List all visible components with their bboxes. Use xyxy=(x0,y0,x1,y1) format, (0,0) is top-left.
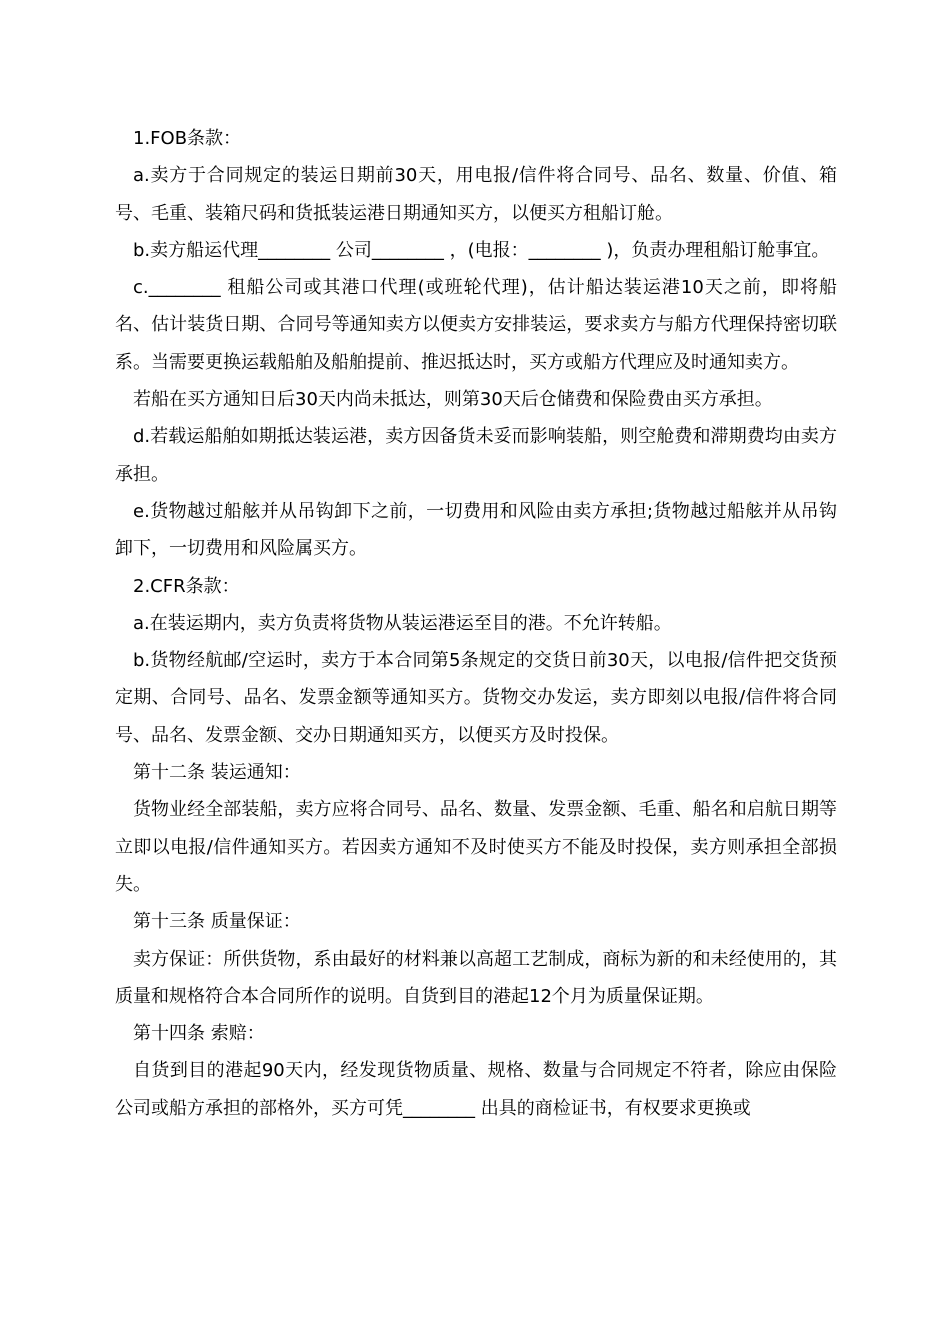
cfr-item-a: a.在装运期内，卖方负责将货物从装运港运至目的港。不允许转船。 xyxy=(133,612,672,634)
clause-cfr-heading: 2.CFR条款： xyxy=(133,575,240,597)
cfr-item-b: b.货物经航邮/空运时，卖方于本合同第5条规定的交货日前30天，以电报/信件把交货预定期、合同号、品名、发票金额等通知买方。货物交办发运，卖方即刻以电报/信件将合同号、品名、发票金额、交办日期通知买方，以便买方及时投保。 xyxy=(115,650,837,746)
fob-late-arrival-note: 若船在买方通知日后30天内尚未抵达，则第30天后仓储费和保险费由买方承担。 xyxy=(133,389,773,411)
fob-item-c: c.________ 租船公司或其港口代理(或班轮代理)，估计船达装运港10天之前，即将船名、估计装货日期、合同号等通知卖方以便卖方安排装运，要求卖方与船方代理保持密切联系。当需要更换运载船舶及船舶提前、推迟抵达时，买方或船方代理应及时通知卖方。 xyxy=(115,277,837,373)
article-12-heading: 第十二条 装运通知： xyxy=(133,762,301,784)
article-14-body: 自货到目的港起90天内，经发现货物质量、规格、数量与合同规定不符者，除应由保险公司或船方承担的部格外，买方可凭________ 出具的商检证书，有权要求更换或 xyxy=(115,1060,837,1119)
fob-item-b: b.卖方船运代理________ 公司________ ，(电报：________ )，负责办理租船订舱事宜。 xyxy=(133,239,830,261)
clause-fob-heading: 1.FOB条款： xyxy=(133,128,242,149)
document-body xyxy=(115,120,837,1127)
article-12-body: 货物业经全部装船，卖方应将合同号、品名、数量、发票金额、毛重、船名和启航日期等立即以电报/信件通知买方。若因卖方通知不及时使买方不能及时投保，卖方则承担全部损失。 xyxy=(115,799,837,895)
article-13-body: 卖方保证：所供货物，系由最好的材料兼以高超工艺制成，商标为新的和未经使用的，其质量和规格符合本合同所作的说明。自货到目的港起12个月为质量保证期。 xyxy=(115,948,837,1007)
fob-item-a: a.卖方于合同规定的装运日期前30天，用电报/信件将合同号、品名、数量、价值、箱号、毛重、装箱尺码和货抵装运港日期通知买方，以便买方租船订舱。 xyxy=(115,165,837,224)
fob-item-e: e.货物越过船舷并从吊钩卸下之前，一切费用和风险由卖方承担;货物越过船舷并从吊钩卸下，一切费用和风险属买方。 xyxy=(115,500,837,560)
fob-item-d: d.若载运船舶如期抵达装运港，卖方因备货未妥而影响装船，则空舱费和滞期费均由卖方承担。 xyxy=(115,426,837,485)
article-13-heading: 第十三条 质量保证： xyxy=(133,911,301,933)
article-14-heading: 第十四条 索赔： xyxy=(133,1023,265,1045)
